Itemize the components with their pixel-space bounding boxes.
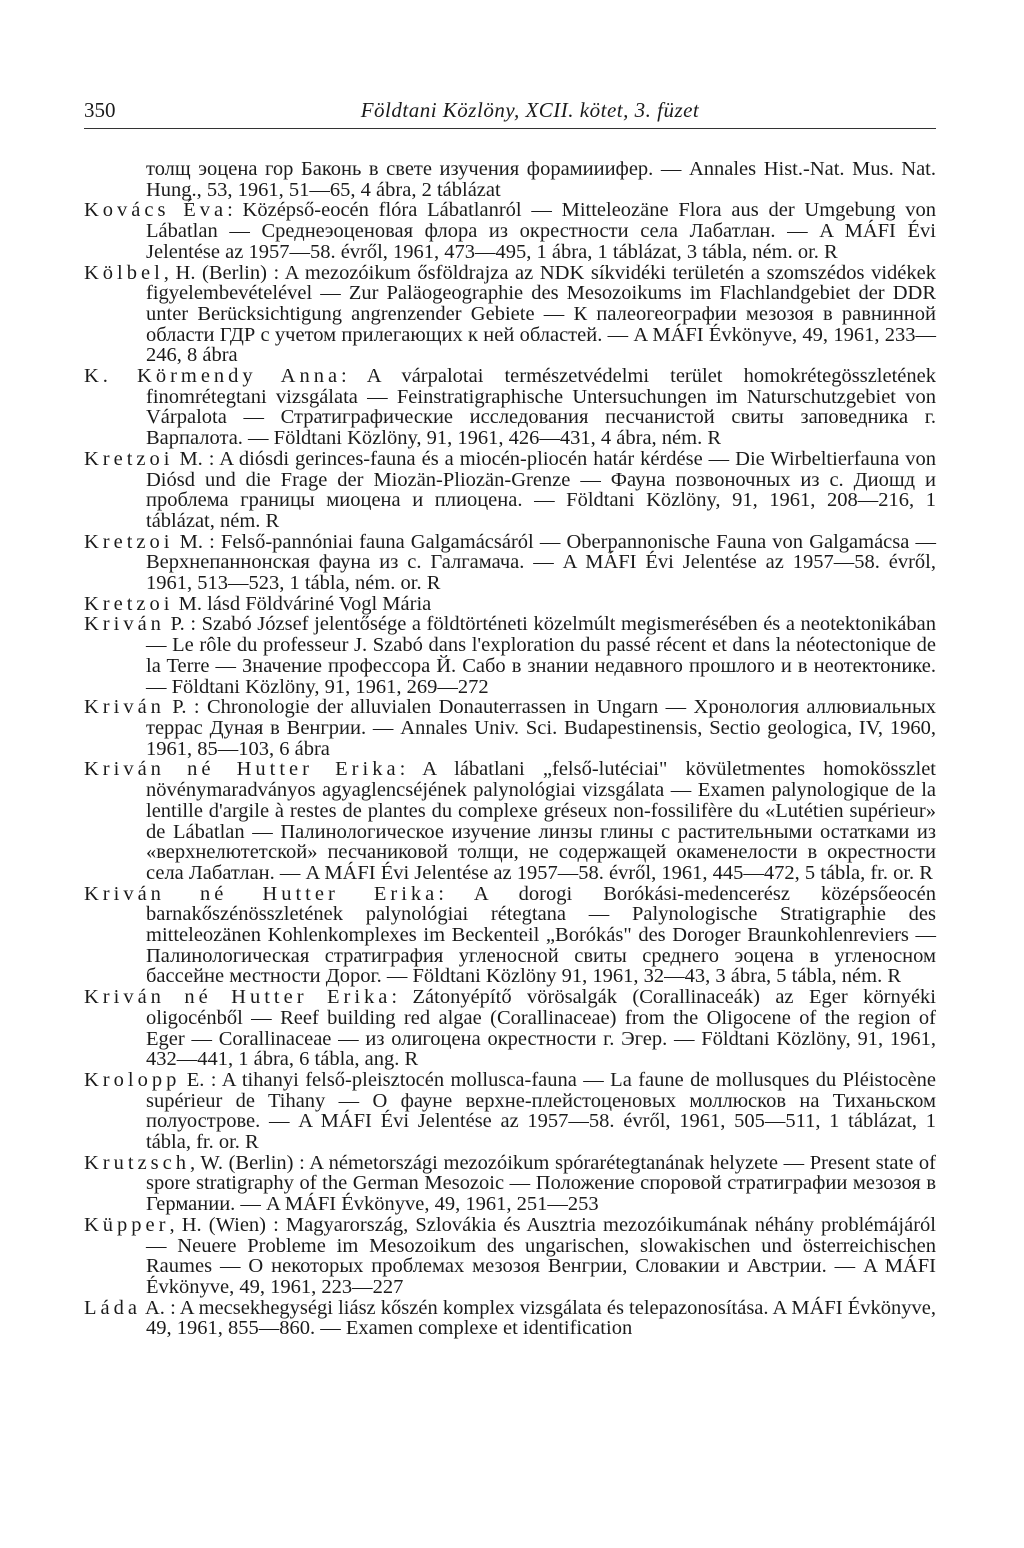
bibliography-list bbox=[84, 159, 936, 1339]
entry-text: : Középső-eocén flóra Lábatlanról — Mitteleozäne Flora aus der Umgebung von Lábatlan — Среднеэоценовая флора из окрестности села Лабатлан. — A MÁFI Évi Jelentése az 1957—58. évről, 1961, 473—495, 1 ábra, 1 táblázat, 3 tábla, ném. or. R bbox=[146, 199, 936, 263]
entry-author: Láda bbox=[84, 1296, 141, 1319]
entry-author: Kovács Éva bbox=[84, 199, 228, 222]
list-item bbox=[84, 1153, 936, 1215]
list-item bbox=[84, 532, 936, 594]
list-item bbox=[84, 1215, 936, 1298]
entry-text: M. : A diósdi gerinces-fauna és a miocén-pliocén határ kérdése — Die Wirbeltierfauna von Diósd und die Frage der Miozän-Pliozän-Grenze — Фауна позвоночных из с. Диошд и проблема границы миоцена и плиоцена. — Földtani Közlöny, 91, 1961, 208—216, 1 táblázat, ném. R bbox=[146, 447, 936, 532]
entry-text: : A várpalotai természetvédelmi terület homokrétegösszletének finomrétegtani vizsgálata — Feinstratigraphische Untersuchungen im Naturschutzgebiet von Várpalota — Стратиграфические исследования песчанистой свиты заповедника г. Варпалота. — Földtani Közlöny, 91, 1961, 426—431, 4 ábra, ném. R bbox=[146, 365, 936, 450]
entry-author: Kriván né Hutter Erika bbox=[84, 882, 439, 905]
page-number: 350 bbox=[84, 98, 116, 122]
entry-author: Krolopp bbox=[84, 1068, 181, 1091]
list-item bbox=[84, 614, 936, 697]
list-item bbox=[84, 594, 936, 615]
entry-text: A. : A mecsekhegységi liász kőszén komplex vizsgálata és telepazonosítása. A MÁFI Évkönyve, 49, 1961, 855—860. — Examen complexe et identification bbox=[140, 1296, 936, 1340]
entry-author: Kretzoi bbox=[84, 530, 174, 553]
journal-title: Földtani Közlöny, XCII. kötet, 3. füzet bbox=[360, 98, 700, 122]
entry-text: : A lábatlani „felső-lutéciai" kövületmentes homokösszlet növénymaradványos agyaglencséjének palynológiai vizsgálata — Examen palynologique de la lentille d'argile à restes de plantes du complexe gréseux non-fossilifère du «Lutétien supérieur» de Lábatlan — Палинологическое изучение линзы глины с растительными остатками из «верхнелютетской» песчаниковой толщи, не содержащей окаменелости в окрестности села Лабатлан. — A MÁFI Évi Jelentése az 1957—58. évről, 1961, 445—472, 5 tábla, fr. or. R bbox=[146, 758, 936, 884]
list-item bbox=[84, 1298, 936, 1339]
list-item bbox=[84, 366, 936, 449]
list-item bbox=[84, 449, 936, 532]
list-item bbox=[84, 987, 936, 1070]
list-item bbox=[84, 159, 936, 200]
entry-text: E. : A tihanyi felső-pleisztocén mollusca-fauna — La faune de mollusques du Pléistocène supérieur de Tihany — О фауне верхне-плейстоценовых моллюсков на Тиханьском полуострове. — A MÁFI Évi Jelentése az 1957—58. évről, 1961, 505—511, 1 táblázat, 1 tábla, fr. or. R bbox=[146, 1068, 936, 1154]
entry-text: , H. (Wien) : Magyarország, Szlovákia és Ausztria mezozóikumának néhány problémájáról — Neuere Probleme im Mesozoikum des ungarischen, slowakischen und österreichischen Raumes — О некоторых проблемах мезозоя Венгрии, Словакии и Австрии. — A MÁFI Évkönyve, 49, 1961, 223—227 bbox=[146, 1213, 936, 1298]
entry-text: P. : Chronologie der alluvialen Donauterrassen in Ungarn — Хронология аллювиальных террас Дуная в Венгрии. — Annales Univ. Sci. Budapestinensis, Sectio geologica, IV, 1960, 1961, 85—103, 6 ábra bbox=[146, 696, 936, 760]
list-item bbox=[84, 884, 936, 988]
entry-text: , W. (Berlin) : A németországi mezozóikum spórarétegtanának helyzete — Present state of spore stratigraphy of the German Mesozoic — Положение споровой стратиграфии мезозоя в Германии. — A MÁFI Évkönyve, 49, 1961, 251—253 bbox=[146, 1151, 936, 1216]
list-item bbox=[84, 697, 936, 759]
entry-author: Kriván né Hutter Erika bbox=[84, 758, 400, 781]
entry-text: M. : Felső-pannóniai fauna Galgamácsáról — Oberpannonische Fauna von Galgamácsa — Верхнепаннонская фауна из с. Галгамача. — A MÁFI Évi Jelentése az 1957—58. évről, 1961, 513—523, 1 tábla, ném. or. R bbox=[146, 530, 936, 595]
entry-author: Kriván né Hutter Erika bbox=[84, 986, 392, 1009]
entry-author: Kriván bbox=[84, 613, 165, 636]
entry-author: Kretzoi bbox=[84, 592, 174, 615]
entry-author: Krutzsch bbox=[84, 1151, 191, 1174]
list-item bbox=[84, 1070, 936, 1153]
entry-text: M. lásd Földváriné Vogl Mária bbox=[173, 592, 432, 615]
entry-author: K. Körmendy Anna bbox=[84, 365, 342, 388]
entry-author: Kölbel bbox=[84, 261, 164, 284]
entry-author: Kretzoi bbox=[84, 447, 174, 470]
entry-author: Kriván bbox=[84, 696, 165, 719]
entry-text: : Zátonyépítő vörösalgák (Corallinaceák) az Eger környéki oligocénből — Reef building red algae (Corallinaceae) from the Oligocene of the region of Eger — Corallinaceae — из олигоцена окрестности г. Эгер. — Földtani Közlöny, 91, 1961, 432—441, 1 ábra, 6 tábla, ang. R bbox=[146, 986, 936, 1071]
entry-text: толщ эоцена гор Баконь в свете изучения форамииифер. — Annales Hist.-Nat. Mus. Nat. Hung., 53, 1961, 51—65, 4 ábra, 2 táblázat bbox=[146, 158, 936, 201]
list-item bbox=[84, 263, 936, 367]
entry-author: Küpper bbox=[84, 1213, 170, 1236]
entry-text: , H. (Berlin) : A mezozóikum ősföldrajza az NDK síkvidéki területén a szomszédos vidékek figyelembevételével — Zur Paläogeographie des Mesozoikums im Flachlandgebiet der DDR unter Berücksichtigung angrenzender Gebiete — К палеогеографии мезозоя в равнинной области ГДР с учетом прилегающих к ней областей. — A MÁFI Évkönyve, 49, 1961, 233—246, 8 ábra bbox=[146, 261, 936, 367]
entry-text: P. : Szabó József jelentősége a földtörténeti közelmúlt megismerésében és a neotektonikában — Le rôle du professeur J. Szabó dans l'exploration du passé récent et dans la néotectonique de la Terre — Значение профессора Й. Сабо в знании недавного прошлого и в неотектонике. — Földtani Közlöny, 91, 1961, 269—272 bbox=[146, 613, 936, 698]
entry-text: : A dorogi Borókási-medencerész középsőeocén barnakőszénösszletének palynológiai rétegtana — Palynologische Stratigraphie des mitteleozänen Kohlenkomplexes im Beckenteil „Borókás" des Doroger Braunkohlenreviers — Палинологическая стратиграфия угленосной свиты среднего эоцена в угленосном бассейне местности Дорог. — Földtani Közlöny 91, 1961, 32—43, 3 ábra, 5 tábla, ném. R bbox=[146, 882, 936, 988]
running-header bbox=[84, 96, 936, 129]
list-item bbox=[84, 200, 936, 262]
list-item bbox=[84, 759, 936, 883]
